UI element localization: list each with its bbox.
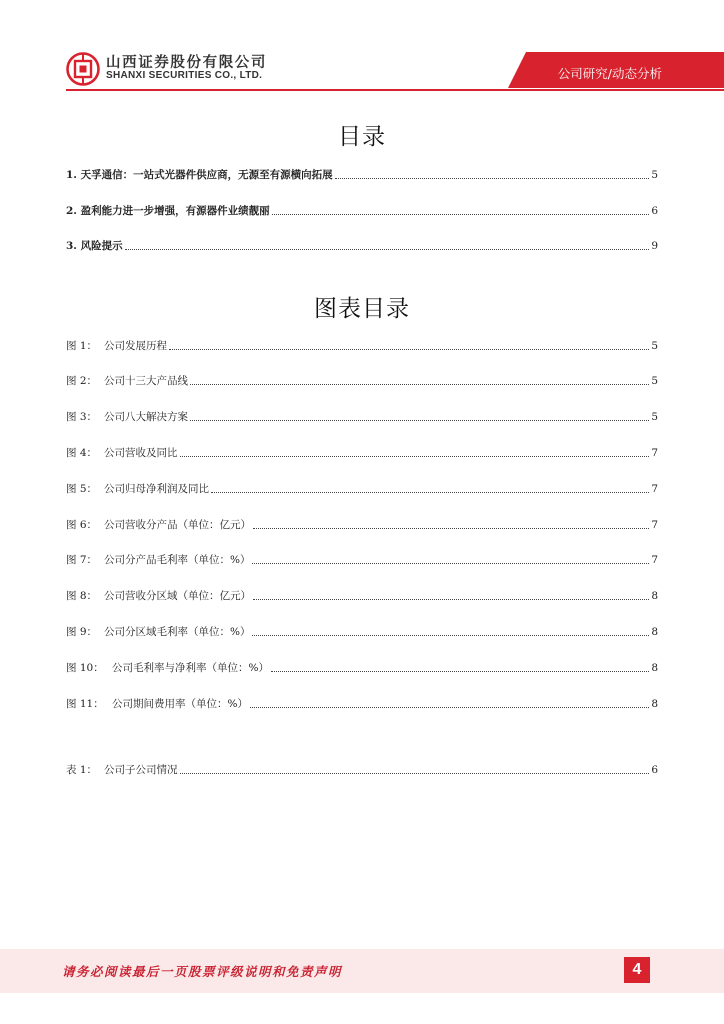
figure-number: 图 7： bbox=[66, 554, 98, 566]
figure-label: 公司毛利率与净利率（单位：%） bbox=[112, 662, 269, 674]
toc-entry-label: 风险提示 bbox=[80, 240, 123, 252]
figure-label: 公司归母净利润及同比 bbox=[104, 483, 209, 495]
figure-page: 7 bbox=[651, 483, 658, 495]
report-type-label: 公司研究/动态分析 bbox=[557, 66, 662, 81]
page-header bbox=[0, 0, 724, 100]
dot-leader bbox=[180, 455, 650, 457]
toc-entry-number: 2. bbox=[66, 205, 77, 217]
table-page: 6 bbox=[651, 764, 658, 776]
toc-entry-number: 3. bbox=[66, 240, 77, 252]
toc-entry[interactable] bbox=[66, 166, 658, 182]
figure-entry[interactable] bbox=[66, 480, 658, 496]
figure-page: 7 bbox=[651, 554, 658, 566]
toc-entry-page: 6 bbox=[651, 205, 658, 217]
figure-entry[interactable] bbox=[66, 659, 658, 675]
figure-entry[interactable] bbox=[66, 695, 658, 711]
dot-leader bbox=[180, 772, 650, 774]
figure-entry[interactable] bbox=[66, 408, 658, 424]
figure-page: 7 bbox=[651, 447, 658, 459]
toc-title: 目录 bbox=[338, 124, 386, 150]
figure-entry[interactable] bbox=[66, 623, 658, 639]
dot-leader bbox=[252, 634, 649, 636]
dot-leader bbox=[169, 348, 649, 350]
figure-page: 5 bbox=[651, 375, 658, 387]
figures-title: 图表目录 bbox=[314, 296, 410, 322]
toc-entry[interactable] bbox=[66, 237, 658, 253]
figure-page: 8 bbox=[651, 590, 658, 602]
figure-label: 公司营收分产品（单位：亿元） bbox=[104, 519, 251, 531]
figure-label: 公司发展历程 bbox=[104, 340, 167, 352]
footer-disclaimer: 请务必阅读最后一页股票评级说明和免责声明 bbox=[62, 964, 343, 979]
toc-entry[interactable] bbox=[66, 202, 658, 218]
toc-entry-page: 5 bbox=[651, 169, 658, 181]
company-name-cn: 山西证券股份有限公司 bbox=[106, 55, 267, 71]
dot-leader bbox=[211, 491, 649, 493]
figure-label: 公司营收及同比 bbox=[104, 447, 178, 459]
figure-number: 图 11： bbox=[66, 698, 104, 710]
toc-entry-number: 1. bbox=[66, 169, 77, 181]
figure-entry[interactable] bbox=[66, 444, 658, 460]
dot-leader bbox=[253, 598, 649, 600]
figure-number: 图 10： bbox=[66, 662, 104, 674]
figure-page: 7 bbox=[651, 519, 658, 531]
figure-entry[interactable] bbox=[66, 516, 658, 532]
figure-entry[interactable] bbox=[66, 337, 658, 353]
dot-leader bbox=[271, 670, 649, 672]
figure-number: 图 8： bbox=[66, 590, 98, 602]
dot-leader bbox=[335, 177, 650, 179]
header-red-band bbox=[0, 0, 724, 100]
figure-label: 公司分区域毛利率（单位：%） bbox=[104, 626, 251, 638]
figure-page: 8 bbox=[651, 626, 658, 638]
dot-leader bbox=[190, 383, 649, 385]
figure-page: 5 bbox=[651, 411, 658, 423]
table-label: 公司子公司情况 bbox=[104, 764, 178, 776]
figure-label: 公司八大解决方案 bbox=[104, 411, 188, 423]
figure-label: 公司期间费用率（单位：%） bbox=[112, 698, 248, 710]
figure-label: 公司营收分区域（单位：亿元） bbox=[104, 590, 251, 602]
dot-leader bbox=[252, 562, 649, 564]
dot-leader bbox=[272, 213, 650, 215]
figure-page: 8 bbox=[651, 698, 658, 710]
figure-number: 图 6： bbox=[66, 519, 98, 531]
dot-leader bbox=[125, 248, 650, 250]
figure-number: 图 5： bbox=[66, 483, 98, 495]
page-number-badge: 4 bbox=[624, 957, 650, 983]
figure-page: 5 bbox=[651, 340, 658, 352]
figure-entry[interactable] bbox=[66, 372, 658, 388]
table-entry[interactable] bbox=[66, 761, 658, 777]
figure-number: 图 1： bbox=[66, 340, 98, 352]
company-name-en: SHANXI SECURITIES CO., LTD. bbox=[106, 70, 263, 81]
figure-page: 8 bbox=[651, 662, 658, 674]
figure-label: 公司分产品毛利率（单位：%） bbox=[104, 554, 251, 566]
toc-entry-label: 盈利能力进一步增强，有源器件业绩靓丽 bbox=[80, 205, 270, 217]
figure-entry[interactable] bbox=[66, 587, 658, 603]
figure-number: 图 3： bbox=[66, 411, 98, 423]
dot-leader bbox=[190, 419, 649, 421]
shanxi-securities-logo-icon bbox=[66, 52, 100, 86]
figure-number: 图 2： bbox=[66, 375, 98, 387]
dot-leader bbox=[253, 527, 649, 529]
toc-entry-page: 9 bbox=[651, 240, 658, 252]
figure-entry[interactable] bbox=[66, 551, 658, 567]
figure-number: 图 4： bbox=[66, 447, 98, 459]
dot-leader bbox=[250, 706, 649, 708]
table-number: 表 1： bbox=[66, 764, 98, 776]
figure-label: 公司十三大产品线 bbox=[104, 375, 188, 387]
toc-entry-label: 天孚通信：一站式光器件供应商，无源至有源横向拓展 bbox=[80, 169, 333, 181]
figure-number: 图 9： bbox=[66, 626, 98, 638]
